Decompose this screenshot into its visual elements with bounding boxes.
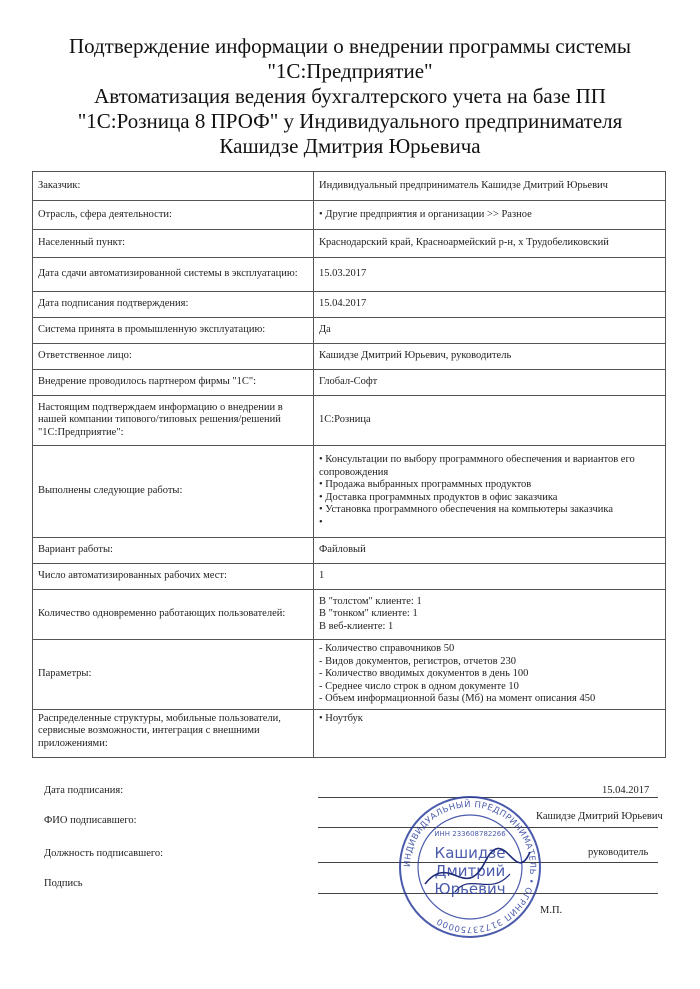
table-row	[33, 201, 666, 230]
row-value	[314, 446, 666, 538]
table-row	[33, 318, 666, 344]
row-value-line: Краснодарский край, Красноармейский р-н, х Трудобеликовский	[319, 237, 609, 249]
row-value-line: В "толстом" клиенте: 1	[319, 595, 422, 607]
row-value	[314, 230, 666, 258]
row-label: Настоящим подтверждаем информацию о внедрении в нашей компании типового/типовых решения/решений "1С:Предприятие":	[33, 396, 314, 446]
row-value-line: • Установка программного обеспечения на компьютеры заказчика	[319, 504, 613, 515]
signer-name-value: Кашидзе Дмитрий Юрьевич	[536, 811, 663, 822]
signer-position-value: руководитель	[588, 847, 649, 858]
row-value-line: • Доставка программных продуктов в офис заказчика	[319, 491, 558, 503]
row-value	[314, 709, 666, 757]
row-value	[314, 318, 666, 344]
title-line: "1С:Предприятие"	[267, 59, 433, 83]
row-value	[314, 344, 666, 370]
stamp-outer-text: ИНДИВИДУАЛЬНЫЙ ПРЕДПРИНИМАТЕЛЬ • ОГРНИП 31723750000	[402, 799, 538, 935]
row-value-line: - Среднее число строк в одном документе 10	[319, 680, 519, 692]
row-value-line: • Другие предприятия и организации >> Разное	[319, 208, 532, 220]
row-value	[314, 564, 666, 590]
row-value	[314, 258, 666, 292]
row-value	[314, 292, 666, 318]
stamp-name-line: Дмитрий	[434, 862, 506, 880]
row-label: Параметры:	[33, 640, 314, 710]
row-value	[314, 370, 666, 396]
document-title	[20, 34, 680, 159]
row-label: Распределенные структуры, мобильные пользователи, сервисные возможности, интеграция с внешними приложениями:	[33, 709, 314, 757]
signature-label: Подпись	[44, 878, 83, 889]
table-row	[33, 344, 666, 370]
row-value	[314, 396, 666, 446]
table-row	[33, 396, 666, 446]
table-row	[33, 640, 666, 710]
table-row	[33, 258, 666, 292]
row-value	[314, 172, 666, 201]
stamp-inn: ИНН 233608782266	[434, 830, 506, 838]
row-label: Вариант работы:	[33, 538, 314, 564]
table-row	[33, 564, 666, 590]
info-table	[32, 171, 666, 758]
stamp-place-label: М.П.	[540, 905, 563, 916]
row-value-line: •	[319, 516, 323, 528]
title-line: Подтверждение информации о внедрении программы системы	[68, 34, 632, 58]
row-value-line: Индивидуальный предприниматель Кашидзе Дмитрий Юрьевич	[319, 179, 608, 191]
table-row	[33, 292, 666, 318]
stamp-name-line: Юрьевич	[434, 880, 506, 898]
row-value-line: - Количество вводимых документов в день 100	[319, 668, 529, 679]
row-value-line: • Продажа выбранных программных продуктов	[319, 479, 532, 490]
row-value-line: Файловый	[319, 544, 366, 556]
row-value-line: В веб-клиенте: 1	[319, 620, 394, 632]
row-label: Система принята в промышленную эксплуатацию:	[33, 318, 314, 344]
row-value	[314, 640, 666, 710]
row-value-line: 15.04.2017	[319, 298, 367, 310]
row-label: Отрасль, сфера деятельности:	[33, 201, 314, 230]
row-value-line: 1	[319, 570, 325, 582]
signer-name-label: ФИО подписавшего:	[44, 815, 137, 826]
sign-date-label: Дата подписания:	[44, 785, 124, 796]
row-value-line: Кашидзе Дмитрий Юрьевич, руководитель	[319, 350, 512, 362]
row-label: Заказчик:	[33, 172, 314, 201]
table-row	[33, 709, 666, 757]
row-value-line: • Ноутбук	[319, 712, 363, 724]
row-label: Дата подписания подтверждения:	[33, 292, 314, 318]
row-value-line: - Видов документов, регистров, отчетов 230	[319, 655, 517, 667]
signer-position-label: Должность подписавшего:	[44, 848, 164, 859]
table-row	[33, 590, 666, 640]
title-line: "1С:Розница 8 ПРОФ" у Индивидуального предпринимателя	[77, 109, 623, 133]
table-row	[33, 370, 666, 396]
title-line: Автоматизация ведения бухгалтерского учета на базе ПП	[94, 84, 606, 108]
row-label: Дата сдачи автоматизированной системы в эксплуатацию:	[33, 258, 314, 292]
row-value-line: В "тонком" клиенте: 1	[319, 608, 418, 620]
table-row	[33, 172, 666, 201]
table-row	[33, 230, 666, 258]
stamp-name-line: Кашидзе	[434, 844, 506, 862]
row-label: Ответственное лицо:	[33, 344, 314, 370]
row-value-line: 15.03.2017	[319, 268, 367, 280]
row-label: Число автоматизированных рабочих мест:	[33, 564, 314, 590]
title-line: Кашидзе Дмитрия Юрьевича	[219, 134, 481, 158]
row-value-line: Да	[319, 324, 331, 336]
company-stamp	[395, 792, 545, 942]
row-value-line: 1С:Розница	[319, 414, 371, 426]
row-label: Населенный пункт:	[33, 230, 314, 258]
info-table-body	[33, 172, 666, 758]
table-row	[33, 446, 666, 538]
sign-date-value: 15.04.2017	[602, 785, 650, 796]
row-value-line: • Консультации по выбору программного обеспечения и вариантов его сопровождения	[319, 454, 635, 478]
row-value	[314, 201, 666, 230]
row-label: Выполнены следующие работы:	[33, 446, 314, 538]
row-value	[314, 590, 666, 640]
row-value-line: - Количество справочников 50	[319, 643, 455, 654]
row-value-line: - Объем информационной базы (Мб) на момент описания 450	[319, 693, 596, 704]
row-value	[314, 538, 666, 564]
row-label: Количество одновременно работающих пользователей:	[33, 590, 314, 640]
row-label: Внедрение проводилось партнером фирмы "1С":	[33, 370, 314, 396]
row-value-line: Глобал-Софт	[319, 376, 378, 388]
table-row	[33, 538, 666, 564]
